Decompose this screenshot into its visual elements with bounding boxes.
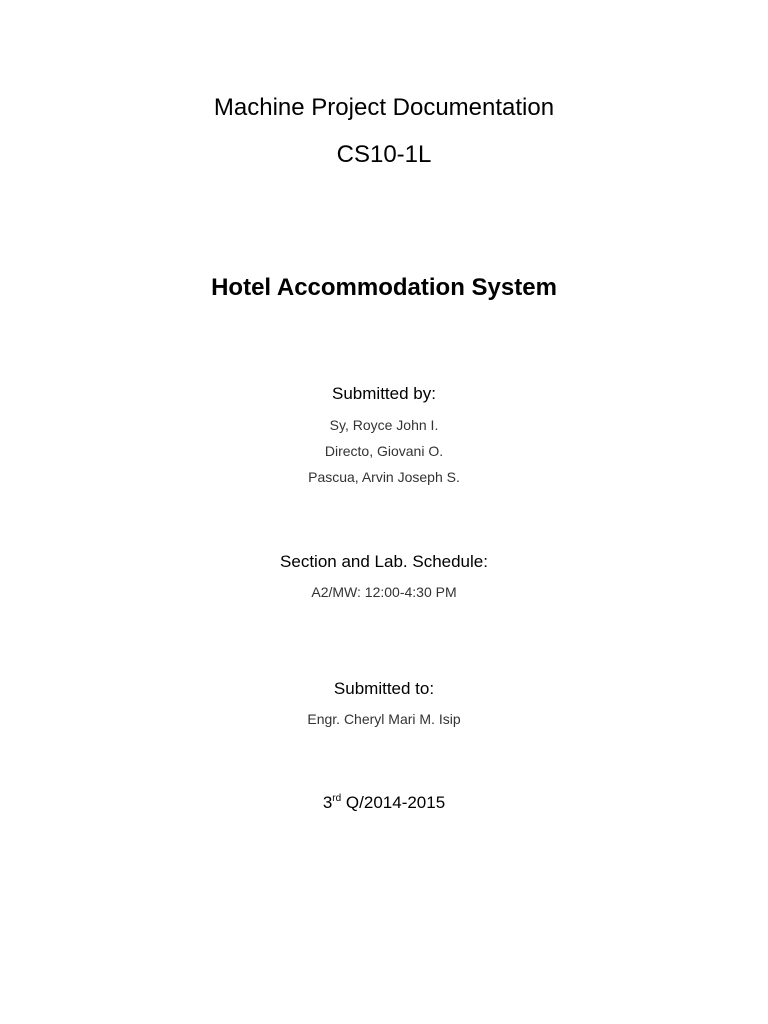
schedule-heading: Section and Lab. Schedule: (280, 552, 488, 571)
term-year: Q/2014-2015 (341, 793, 446, 812)
term-ordinal-suffix: rd (332, 793, 342, 804)
submitted-to-heading: Submitted to: (333, 679, 435, 698)
system-title: Hotel Accommodation System (211, 274, 557, 301)
document-title: Machine Project Documentation (213, 94, 555, 121)
academic-term (0, 794, 768, 811)
adviser-name: Engr. Cheryl Mari M. Isip (307, 711, 461, 727)
student-name: Pascua, Arvin Joseph S. (308, 469, 460, 485)
student-name: Directo, Giovani O. (324, 443, 444, 459)
submitted-by-heading: Submitted by: (332, 384, 436, 403)
course-code: CS10-1L (336, 141, 432, 168)
submitted-by-list (0, 418, 768, 496)
term-ordinal-number: 3 (322, 793, 333, 812)
schedule-value: A2/MW: 12:00-4:30 PM (311, 584, 457, 600)
student-name: Sy, Royce John I. (329, 417, 439, 433)
